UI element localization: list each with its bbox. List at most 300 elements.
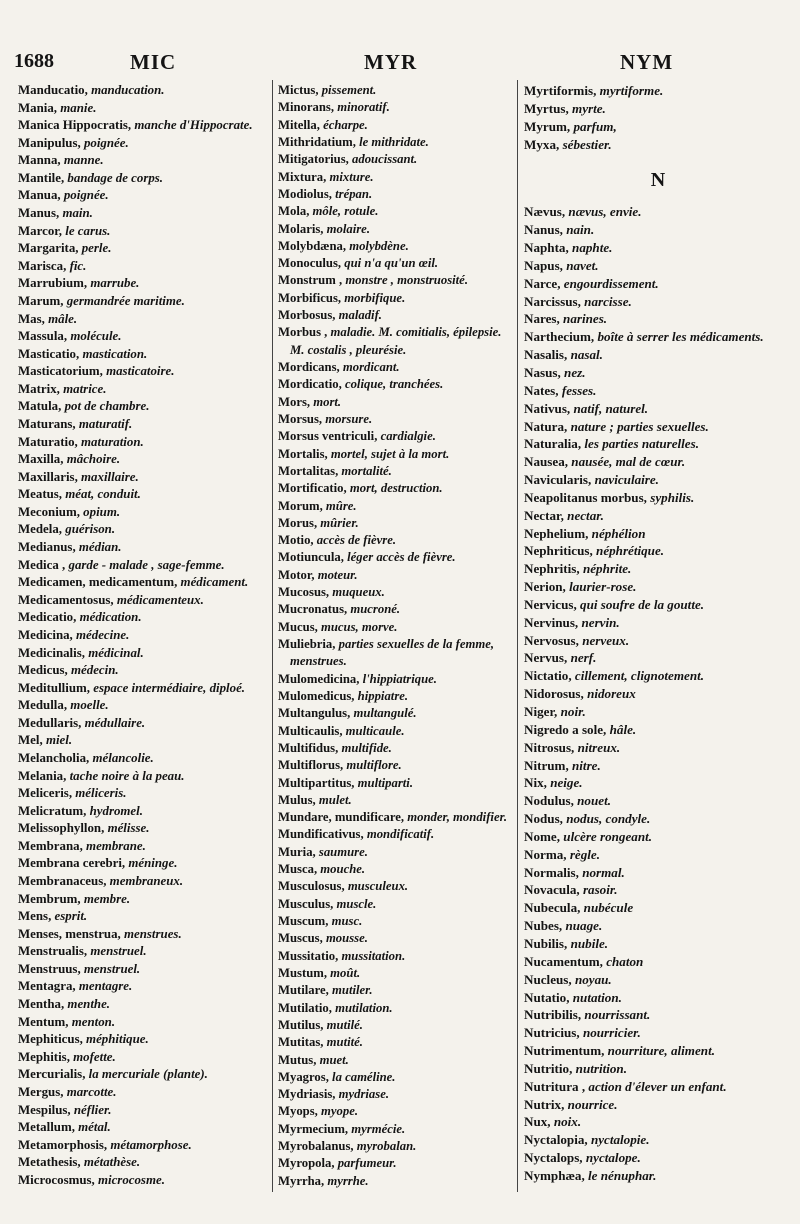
entry-translation: le nénuphar. [588, 1167, 657, 1183]
entry-headword: Maxillaris, [18, 469, 78, 484]
entry-translation: méat, conduit. [65, 487, 141, 502]
entry-translation: narcisse. [584, 293, 632, 309]
dictionary-entry [18, 311, 262, 329]
entry-headword: Modiolus, [278, 186, 332, 201]
dictionary-entry [18, 205, 262, 223]
entry-translation: ulcère rongeant. [563, 828, 653, 844]
dictionary-entry [278, 394, 512, 411]
entry-headword: Nutricius, [524, 1025, 580, 1041]
entry-translation: médicamenteux. [116, 592, 204, 607]
entry-headword: Nux, [524, 1114, 551, 1130]
dictionary-entry [18, 328, 262, 346]
entry-translation: mâchoire. [66, 452, 121, 467]
dictionary-entry [278, 1103, 512, 1120]
entry-headword: Masticatorium, [18, 364, 103, 379]
dictionary-entry [18, 943, 262, 961]
entry-headword: Mens, [18, 909, 52, 924]
entry-headword: Metallum, [18, 1120, 75, 1135]
entry-headword: Muscus, [278, 931, 323, 946]
guide-word-right: NYM [620, 50, 674, 74]
entry-headword: Narthecium, [524, 329, 595, 345]
dictionary-entry [278, 861, 512, 878]
entry-headword: Minorans, [278, 100, 335, 115]
dictionary-entry [524, 721, 792, 739]
entry-headword: Nasalis, [524, 347, 568, 363]
entry-headword: Myrobalanus, [278, 1139, 354, 1154]
entry-headword: Medulla, [18, 698, 68, 713]
dictionary-entry [278, 272, 512, 289]
dictionary-entry [18, 680, 262, 698]
entry-translation: myrtiforme. [599, 83, 664, 98]
dictionary-entry [278, 636, 512, 671]
entry-headword: Mulus, [278, 792, 316, 807]
entry-translation: métal. [78, 1120, 111, 1135]
entry-headword: Manica Hippocratis, [18, 118, 132, 133]
dictionary-entry [278, 826, 512, 843]
entry-translation: qui n'a qu'un œil. [344, 256, 439, 271]
entry-headword: Morsus ventriculi, [278, 429, 378, 444]
entry-headword: Mitigatorius, [278, 152, 349, 167]
entry-translation: môle, rotule. [312, 204, 379, 219]
entry-headword: Molybdæna, [278, 238, 347, 253]
dictionary-column-3 [524, 82, 792, 1185]
dictionary-entry [18, 645, 262, 663]
dictionary-entry [278, 411, 512, 428]
entry-headword: Myxa, [524, 136, 560, 152]
entry-headword: Myrrha, [278, 1173, 325, 1188]
entry-translation: manne. [63, 153, 104, 168]
dictionary-entry [524, 435, 792, 453]
entry-headword: Nictatio, [524, 668, 572, 684]
dictionary-entry [524, 560, 792, 578]
entry-translation: moelle. [70, 698, 109, 713]
entry-headword: Nix, [524, 775, 547, 791]
dictionary-entry [524, 1042, 792, 1060]
dictionary-entry [524, 1096, 792, 1114]
entry-translation: nausée, mal de cœur. [571, 454, 686, 470]
dictionary-entry [18, 662, 262, 680]
entry-translation: boîte à serrer les médicaments. [597, 329, 764, 345]
entry-translation: saumure. [318, 844, 368, 859]
dictionary-entry [524, 525, 792, 543]
entry-translation: la mercuriale (plante). [88, 1067, 208, 1082]
entry-translation: membrane. [86, 838, 146, 853]
entry-translation: manducation. [91, 83, 165, 97]
entry-headword: Mola, [278, 204, 310, 219]
entry-translation: mutité. [326, 1035, 363, 1050]
dictionary-entry [524, 1113, 792, 1131]
entry-headword: Medullaris, [18, 715, 82, 730]
dictionary-entry [278, 359, 512, 376]
entry-translation: rasoir. [582, 882, 618, 898]
entry-translation: colique, tranchées. [344, 377, 444, 392]
entry-headword: Mydriasis, [278, 1087, 336, 1102]
entry-translation: noyau. [574, 971, 612, 987]
dictionary-entry [18, 1119, 262, 1137]
entry-translation: tache noire à la peau. [69, 768, 185, 783]
dictionary-entry [18, 627, 262, 645]
dictionary-entry [278, 221, 512, 238]
dictionary-entry [278, 1121, 512, 1138]
dictionary-entry [18, 838, 262, 856]
dictionary-entry [524, 774, 792, 792]
dictionary-entry [18, 1014, 262, 1032]
dictionary-entry [524, 346, 792, 364]
entry-headword: Medicinalis, [18, 645, 85, 660]
entry-translation: multiparti. [357, 775, 414, 790]
entry-headword: Mulomedicina, [278, 671, 360, 686]
entry-translation: néphélion [591, 525, 646, 541]
dictionary-entry [18, 1154, 262, 1172]
entry-headword: Mutitas, [278, 1035, 324, 1050]
entry-headword: Mitella, [278, 117, 320, 132]
entry-translation: néphrite. [582, 561, 632, 577]
dictionary-entry [278, 203, 512, 220]
dictionary-entry [18, 557, 262, 575]
entry-translation: nouet. [577, 793, 611, 809]
entry-headword: Nucamentum, [524, 953, 603, 969]
entry-translation: nez. [564, 364, 586, 380]
dictionary-entry [524, 899, 792, 917]
dictionary-entry [278, 809, 512, 826]
entry-translation: poignée. [83, 135, 129, 150]
dictionary-entry [524, 471, 792, 489]
entry-headword: Mortalis, [278, 446, 328, 461]
dictionary-entry [278, 463, 512, 480]
entry-translation: mixture. [329, 169, 374, 184]
dictionary-entry [278, 290, 512, 307]
dictionary-entry [278, 532, 512, 549]
dictionary-entry [278, 1138, 512, 1155]
entry-translation: néflier. [73, 1102, 112, 1117]
entry-translation: mûrier. [320, 515, 359, 530]
dictionary-entry [18, 715, 262, 733]
dictionary-entry [278, 584, 512, 601]
entry-translation: nourrice. [567, 1096, 618, 1112]
entry-translation: l'hippiatrique. [362, 671, 437, 686]
entry-headword: Melania, [18, 768, 67, 783]
dictionary-entry [524, 489, 792, 507]
dictionary-entry [278, 671, 512, 688]
dictionary-entry [524, 221, 792, 239]
entry-translation: menthe. [67, 997, 111, 1012]
entry-headword: Mixtura, [278, 169, 327, 184]
dictionary-entry [278, 601, 512, 618]
entry-headword: Membrum, [18, 891, 81, 906]
dictionary-entry [278, 567, 512, 584]
dictionary-entry [18, 785, 262, 803]
entry-translation: myrobalan. [356, 1139, 417, 1154]
dictionary-entry [18, 117, 262, 135]
entry-headword: Nervosus, [524, 632, 579, 648]
entry-translation: masticatoire. [106, 364, 175, 379]
entry-translation: noir. [560, 704, 586, 719]
dictionary-entry [524, 382, 792, 400]
entry-headword: Melicratum, [18, 803, 87, 818]
dictionary-entry [278, 134, 512, 151]
entry-headword: Mictus, [278, 83, 319, 97]
entry-headword: Nectar, [524, 507, 564, 523]
entry-translation: hippiatre. [357, 688, 409, 703]
entry-translation: médication. [79, 610, 142, 625]
entry-translation: molaire. [326, 221, 370, 236]
dictionary-entry [524, 542, 792, 560]
dictionary-entry [18, 434, 262, 452]
entry-headword: Marisca, [18, 258, 67, 273]
entry-headword: Nucleus, [524, 971, 572, 987]
entry-headword: Myops, [278, 1104, 318, 1119]
dictionary-entry [278, 151, 512, 168]
entry-translation: nourrissant. [584, 1007, 651, 1023]
entry-translation: mucus, morve. [321, 619, 398, 634]
entry-headword: Navicularis, [524, 472, 592, 488]
entry-translation: nain. [566, 222, 595, 238]
entry-headword: Myagros, [278, 1069, 329, 1084]
entry-headword: Nates, [524, 382, 559, 398]
entry-translation: mâle. [48, 311, 78, 326]
entry-headword: Nyctalopia, [524, 1132, 588, 1148]
entry-headword: Nephriticus, [524, 543, 593, 559]
dictionary-entry [18, 82, 262, 100]
entry-headword: Maturans, [18, 416, 76, 431]
entry-headword: Muria, [278, 844, 316, 859]
entry-headword: Nanus, [524, 222, 563, 238]
dictionary-entry [278, 1069, 512, 1086]
entry-headword: Mortificatio, [278, 481, 347, 496]
dictionary-entry [524, 507, 792, 525]
dictionary-entry [524, 203, 792, 221]
entry-translation: garde - malade , sage-femme. [68, 557, 225, 572]
entry-translation: nitreux. [577, 739, 621, 755]
entry-translation: monder, mondifier. [407, 810, 507, 825]
dictionary-entry [278, 238, 512, 255]
dictionary-entry [278, 705, 512, 722]
entry-translation: germandrée maritime. [66, 293, 185, 308]
entry-headword: Nitrosus, [524, 739, 575, 755]
entry-headword: Manus, [18, 206, 60, 221]
entry-headword: Medicamen, medicamentum, [18, 575, 178, 590]
entry-headword: Medicatio, [18, 610, 77, 625]
entry-headword: Maturatio, [18, 434, 78, 449]
dictionary-entry [18, 398, 262, 416]
entry-translation: miel. [45, 733, 73, 748]
entry-headword: Natura, [524, 418, 568, 434]
entry-translation: mydriase. [338, 1087, 390, 1102]
entry-translation: marcotte. [66, 1084, 117, 1099]
entry-translation: nidoreux [587, 686, 636, 702]
dictionary-entry [524, 1131, 792, 1149]
dictionary-entry [278, 169, 512, 186]
dictionary-entry [278, 1086, 512, 1103]
entry-headword: Motio, [278, 533, 314, 548]
entry-translation: nodus, condyle. [566, 811, 651, 827]
dictionary-entry [278, 948, 512, 965]
entry-translation: nutation. [572, 989, 622, 1005]
entry-headword: Multifidus, [278, 740, 339, 755]
entry-headword: Nausea, [524, 454, 569, 470]
entry-translation: médullaire. [84, 715, 146, 730]
entry-translation: mordicant. [342, 360, 400, 374]
dictionary-entry [18, 855, 262, 873]
entry-headword: Mentha, [18, 997, 65, 1012]
dictionary-entry [524, 757, 792, 775]
dictionary-entry [524, 578, 792, 596]
dictionary-entry [524, 364, 792, 382]
entry-translation: musculeux. [347, 879, 409, 894]
entry-headword: Medica , [18, 557, 66, 572]
entry-translation: esprit. [54, 909, 88, 924]
entry-translation: hâle. [609, 721, 637, 737]
entry-headword: Norma, [524, 846, 567, 862]
entry-headword: Metamorphosis, [18, 1137, 108, 1152]
dictionary-entry [18, 1137, 262, 1155]
entry-headword: Nævus, [524, 204, 566, 220]
entry-translation: nitre. [572, 757, 601, 773]
entry-translation: muet. [319, 1052, 349, 1067]
dictionary-entry [524, 257, 792, 275]
entry-headword: Morsus, [278, 411, 323, 426]
dictionary-entry [524, 989, 792, 1007]
entry-headword: Morbificus, [278, 290, 342, 305]
entry-translation: nuage. [565, 918, 603, 934]
entry-headword: Mundificativus, [278, 827, 364, 842]
dictionary-entry [18, 891, 262, 909]
entry-headword: Monstrum , [278, 273, 343, 288]
entry-translation: parties sexuelles de la femme, menstrues. [290, 637, 495, 669]
entry-headword: Meatus, [18, 487, 63, 502]
entry-headword: Manna, [18, 153, 61, 168]
entry-translation: mutiler. [332, 983, 373, 998]
entry-translation: multiflore. [346, 758, 402, 773]
dictionary-entry [524, 667, 792, 685]
entry-translation: mûre. [325, 498, 357, 513]
dictionary-entry [524, 953, 792, 971]
dictionary-entry [278, 792, 512, 809]
entry-translation: nutrition. [575, 1060, 627, 1076]
entry-translation: narines. [563, 311, 608, 327]
entry-translation: mélancolie. [92, 750, 154, 765]
dictionary-entry [278, 723, 512, 740]
entry-headword: Naturalia, [524, 436, 582, 452]
dictionary-entry [18, 1102, 262, 1120]
entry-translation: menstruel. [83, 961, 141, 976]
entry-translation: mucroné. [350, 602, 401, 617]
entry-translation: nyctalope. [585, 1150, 641, 1166]
entry-translation: opium. [83, 504, 121, 519]
dictionary-entry [524, 739, 792, 757]
dictionary-entry [278, 1000, 512, 1017]
dictionary-entry [524, 649, 792, 667]
dictionary-entry [524, 864, 792, 882]
dictionary-entry [18, 469, 262, 487]
entry-translation: naphte. [572, 240, 613, 256]
entry-headword: Nutatio, [524, 989, 570, 1005]
dictionary-entry [18, 504, 262, 522]
entry-translation: nourricier. [582, 1025, 641, 1041]
entry-headword: Mutilatio, [278, 1000, 332, 1015]
entry-translation: parfumeur. [337, 1156, 397, 1171]
dictionary-entry [18, 697, 262, 715]
entry-translation: cardialgie. [380, 429, 436, 444]
entry-translation: moût. [330, 965, 361, 980]
dictionary-entry [524, 1060, 792, 1078]
entry-translation: maxillaire. [81, 469, 139, 484]
dictionary-entry [18, 908, 262, 926]
entry-headword: Nephelium, [524, 525, 589, 541]
dictionary-entry [278, 844, 512, 861]
entry-translation: maturation. [81, 434, 144, 449]
entry-translation: mortalité. [341, 463, 392, 478]
entry-translation: nubécule [583, 900, 634, 916]
entry-headword: Motor, [278, 567, 315, 582]
entry-translation: médian. [78, 540, 122, 555]
dictionary-entry [18, 187, 262, 205]
dictionary-entry [18, 926, 262, 944]
dictionary-entry [524, 100, 792, 118]
dictionary-entry [524, 632, 792, 650]
entry-headword: Nome, [524, 828, 560, 844]
entry-headword: Morus, [278, 515, 318, 530]
entry-headword: Mephitis, [18, 1049, 70, 1064]
entry-headword: Neapolitanus morbus, [524, 489, 647, 505]
entry-headword: Metathesis, [18, 1155, 81, 1170]
entry-translation: musc. [331, 914, 363, 928]
entry-translation: pissement. [321, 83, 377, 97]
entry-translation: microcosme. [97, 1172, 165, 1187]
entry-translation: léger accès de fièvre. [347, 550, 456, 565]
entry-translation: adoucissant. [352, 152, 418, 167]
dictionary-entry [524, 310, 792, 328]
dictionary-entry [524, 293, 792, 311]
dictionary-entry [524, 1167, 792, 1185]
entry-translation: membraneux. [109, 874, 184, 889]
entry-headword: Nutritura , [524, 1078, 586, 1094]
dictionary-entry [524, 400, 792, 418]
entry-translation: nerveux. [582, 632, 630, 648]
dictionary-entry [18, 293, 262, 311]
entry-headword: Nasus, [524, 364, 561, 380]
dictionary-entry [524, 82, 792, 100]
entry-headword: Molaris, [278, 221, 324, 236]
entry-headword: Mercurialis, [18, 1067, 86, 1082]
dictionary-entry [524, 971, 792, 989]
dictionary-entry [18, 1172, 262, 1190]
entry-translation: menstrues. [124, 926, 182, 941]
entry-headword: Myrmecium, [278, 1121, 349, 1136]
dictionary-entry [278, 99, 512, 116]
dictionary-entry [18, 978, 262, 996]
entry-headword: Muscum, [278, 914, 329, 928]
entry-translation: nubile. [570, 935, 609, 951]
entry-headword: Nymphæa, [524, 1167, 585, 1183]
entry-headword: Massula, [18, 329, 68, 344]
entry-translation: accès de fièvre. [316, 533, 397, 548]
entry-translation: molécule. [70, 329, 122, 344]
entry-translation: mousse. [325, 931, 368, 946]
dictionary-entry [278, 446, 512, 463]
entry-translation: main. [62, 206, 93, 221]
entry-headword: Membrana cerebri, [18, 856, 126, 871]
entry-translation: myrrhe. [327, 1173, 369, 1188]
dictionary-entry [18, 609, 262, 627]
dictionary-entry [18, 100, 262, 118]
entry-translation: poignée. [63, 188, 109, 203]
dictionary-entry [278, 1052, 512, 1069]
dictionary-entry [524, 1149, 792, 1167]
entry-translation: monstre , monstruosité. [345, 273, 468, 288]
entry-headword: Myrtus, [524, 100, 569, 116]
dictionary-entry [18, 170, 262, 188]
